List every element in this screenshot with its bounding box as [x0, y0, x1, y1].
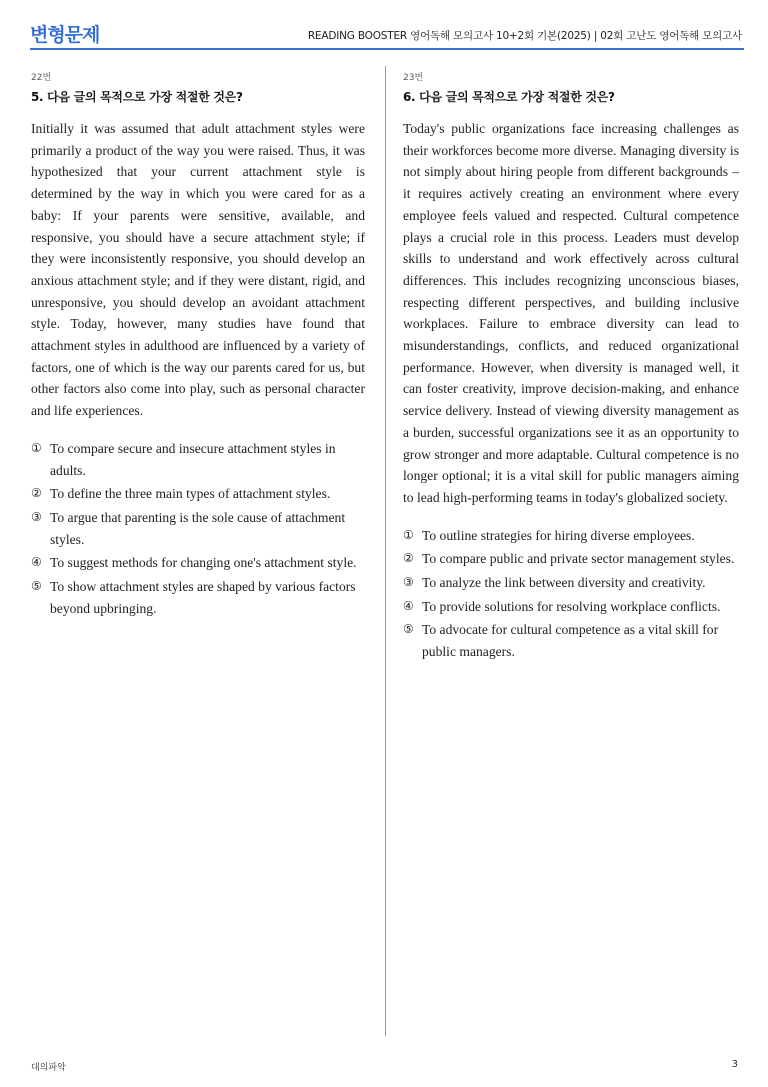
choice-number: ① — [403, 527, 414, 542]
choice-text: To compare public and private sector management styles. — [422, 551, 735, 567]
answer-choice-3[interactable] — [403, 572, 739, 594]
answer-choice-5[interactable] — [31, 576, 365, 619]
page-number: 3 — [731, 1059, 738, 1070]
question-title: 6. 다음 글의 목적으로 가장 적절한 것은? — [403, 90, 615, 104]
choice-number: ② — [403, 551, 414, 566]
answer-choice-2[interactable] — [403, 548, 739, 570]
answer-choices — [403, 525, 739, 663]
answer-choice-5[interactable] — [403, 619, 739, 662]
choice-text: To define the three main types of attachment styles. — [50, 486, 331, 502]
choice-text: To provide solutions for resolving workplace conflicts. — [422, 598, 721, 614]
choice-number: ② — [31, 486, 42, 501]
choice-number: ⑤ — [403, 622, 414, 637]
choice-number: ③ — [31, 509, 42, 524]
page-header — [30, 18, 744, 50]
answer-choices — [31, 438, 365, 620]
choice-text: To argue that parenting is the sole cause of attachment styles. — [50, 509, 346, 547]
choice-text: To show attachment styles are shaped by various factors beyond upbringing. — [50, 579, 356, 616]
choice-number: ⑤ — [31, 579, 42, 594]
choice-number: ① — [31, 440, 42, 455]
question-passage: Initially it was assumed that adult attachment styles were primarily a product of the way you were raised. Thus, it was hypothesized that your current attachment style is determined by the way in which you were cared for as a baby: If your parents were sensitive, available, and responsive, you should have a secure attachment style; if they were inconsistently responsive, you should develop an anxious attachment style; and if they were distant, rigid, and unresponsive, you should develop an avoidant attachment style. Today, however, many studies have found that attachment styles in adulthood are influenced by a variety of factors, one of which is the way our parents cared for us, but other factors also come into play, such as personal character and life experiences. — [31, 121, 365, 419]
choice-text: To suggest methods for changing one's attachment style. — [50, 555, 357, 571]
choice-text: To compare secure and insecure attachment styles in adults. — [50, 440, 336, 478]
choice-text: To outline strategies for hiring diverse employees. — [422, 527, 695, 543]
question-passage: Today's public organizations face increasing challenges as their workforces become more diverse. Managing diversity is not simply about hiring people from different backgrounds – it requires actively creating an environment where every employee feels valued and respected. Cultural competence plays a crucial role in this process. Leaders must develop skills to understand and work effectively across cultural differences. This includes recognizing unconscious biases, respecting different perspectives, and building inclusive workplaces. Failure to embrace diversity can lead to misunderstandings, conflicts, and reduced organizational performance. However, when diversity is managed well, it can foster creativity, improve decision-making, and enhance service delivery. Instead of viewing diversity management as a burden, successful organizations see it as an opportunity to grow stronger and more adaptable. Cultural competence is no longer optional; it is a vital skill for public managers aiming to lead high-performing teams in today's globalized society. — [403, 121, 739, 505]
answer-choice-1[interactable] — [31, 438, 365, 481]
choice-number: ④ — [403, 598, 414, 613]
choice-text: To advocate for cultural competence as a vital skill for public managers. — [422, 622, 719, 660]
question-source: 22번 — [31, 73, 52, 83]
answer-choice-4[interactable] — [31, 552, 365, 574]
answer-choice-4[interactable] — [403, 596, 739, 618]
column-divider — [385, 66, 386, 1036]
brand-title: 변형문제 — [30, 24, 100, 46]
answer-choice-3[interactable] — [31, 507, 365, 550]
question-source: 23번 — [403, 73, 424, 83]
header-book-info: READING BOOSTER 영어독해 모의고사 10+2회 기본(2025) | 02회 고난도 영어독해 모의고사 — [307, 30, 742, 42]
question-title: 5. 다음 글의 목적으로 가장 적절한 것은? — [31, 90, 243, 104]
answer-choice-1[interactable] — [403, 525, 739, 547]
choice-number: ③ — [403, 575, 414, 590]
footer-publisher: 대의파악 — [31, 1063, 66, 1073]
question-6-column — [403, 70, 739, 665]
question-5-column — [31, 70, 365, 621]
choice-number: ④ — [31, 555, 42, 570]
answer-choice-2[interactable] — [31, 483, 365, 505]
choice-text: To analyze the link between diversity and creativity. — [422, 575, 706, 591]
